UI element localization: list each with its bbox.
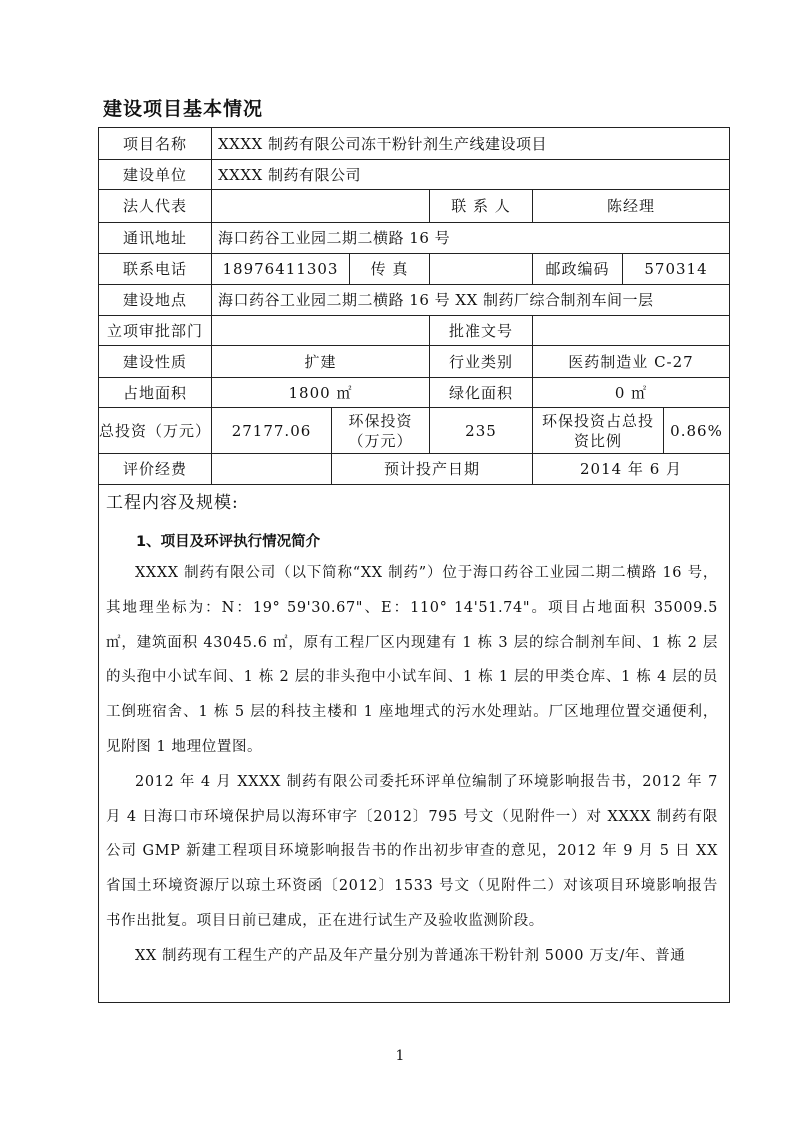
page-number: 1 (395, 1048, 405, 1064)
content-subtitle: 1、项目及环评执行情况简介 (136, 534, 321, 550)
value-env-ratio: 0.86% (670, 421, 723, 440)
value-construction-unit: XXXX 制药有限公司 (218, 165, 361, 184)
label-phone: 联系电话 (122, 260, 187, 278)
value-contact: 陈经理 (606, 197, 655, 215)
value-industry: 医药制造业 C-27 (568, 352, 694, 371)
value-green-area: 0 ㎡ (614, 383, 648, 402)
value-project-name: XXXX 制药有限公司冻干粉针剂生产线建设项目 (218, 134, 547, 153)
value-floor-area: 1800 ㎡ (288, 383, 353, 402)
paragraph-1: XXXX 制药有限公司（以下简称“XX 制药”）位于海口药谷工业园二期二横路 16 号，其地理坐标为：N：19° 59'30.67"、E：110° 14'51.74"。项目占地面积 35009.5 ㎡，建筑面积 43045.6 ㎡，原有工程厂区内现建有 1 栋 3 层的综合制剂车间、1 栋 2 层的头孢中小试车间、1 栋 2 层的非头孢中小试车间、1 栋 1 层的甲类仓库、1 栋 4 层的员工倒班宿舍、1 栋 5 层的科技主楼和 1 座地埋式的污水处理站。厂区地理位置交通便利，见附图 1 地理位置图。 (106, 565, 718, 755)
value-legal-rep (212, 190, 429, 222)
value-site: 海口药谷工业园二期二横路 16 号 XX 制药厂综合制剂车间一层 (218, 291, 654, 309)
paragraph-2: 2012 年 4 月 XXXX 制药有限公司委托环评单位编制了环境影响报告书，2012 年 7 月 4 日海口市环境保护局以海环审字〔2012〕795 号文（见附件一）对 XXXX 制药有限公司 GMP 新建工程项目环境影响报告书的作出初步审查的意见，2012 年 9 月 5 日 XX 省国土环境资源厅以琼土环资函〔2012〕1533 号文（见附件二）对该项目环境影响报告书作出批复。项目日前已建成，正在进行试生产及验收监测阶段。 (106, 773, 718, 929)
project-content (106, 488, 718, 974)
label-fax: 传 真 (370, 260, 409, 278)
value-fax (430, 254, 532, 284)
value-postcode: 570314 (644, 260, 708, 278)
label-industry: 行业类别 (448, 352, 513, 371)
label-postcode: 邮政编码 (545, 260, 610, 278)
label-address: 通讯地址 (122, 229, 187, 247)
value-phone: 18976411303 (222, 260, 339, 278)
label-legal-rep: 法人代表 (122, 197, 187, 215)
section-heading: 建设项目基本情况 (103, 98, 264, 120)
label-production-date: 预计投产日期 (383, 460, 480, 478)
paragraph-3: XX 制药现有工程生产的产品及年产量分别为普通冻干粉针剂 5000 万支/年、普通 (135, 947, 686, 964)
label-construction-unit: 建设单位 (122, 165, 187, 184)
value-env-investment: 235 (465, 421, 497, 440)
label-total-investment: 总投资（万元） (99, 421, 212, 440)
value-production-date: 2014 年 6 月 (579, 460, 683, 478)
value-total-investment: 27177.06 (231, 421, 312, 440)
label-project-name: 项目名称 (122, 134, 187, 153)
value-approval-dept (212, 316, 429, 345)
label-env-investment: 环保投资（万元） (348, 411, 413, 450)
value-nature: 扩建 (304, 352, 337, 371)
label-env-ratio: 环保投资占总投资比例 (541, 411, 654, 450)
value-address: 海口药谷工业园二期二横路 16 号 (218, 229, 451, 247)
label-nature: 建设性质 (122, 352, 187, 371)
label-site: 建设地点 (122, 291, 187, 309)
content-title: 工程内容及规模: (106, 493, 239, 513)
label-approval-no: 批准文号 (448, 321, 513, 340)
label-green-area: 绿化面积 (448, 383, 513, 402)
label-floor-area: 占地面积 (122, 383, 187, 402)
label-approval-dept: 立项审批部门 (106, 321, 203, 340)
label-assessment-fee: 评价经费 (122, 460, 187, 478)
value-approval-no (533, 316, 729, 345)
value-assessment-fee (212, 454, 331, 484)
label-contact: 联 系 人 (451, 197, 511, 215)
